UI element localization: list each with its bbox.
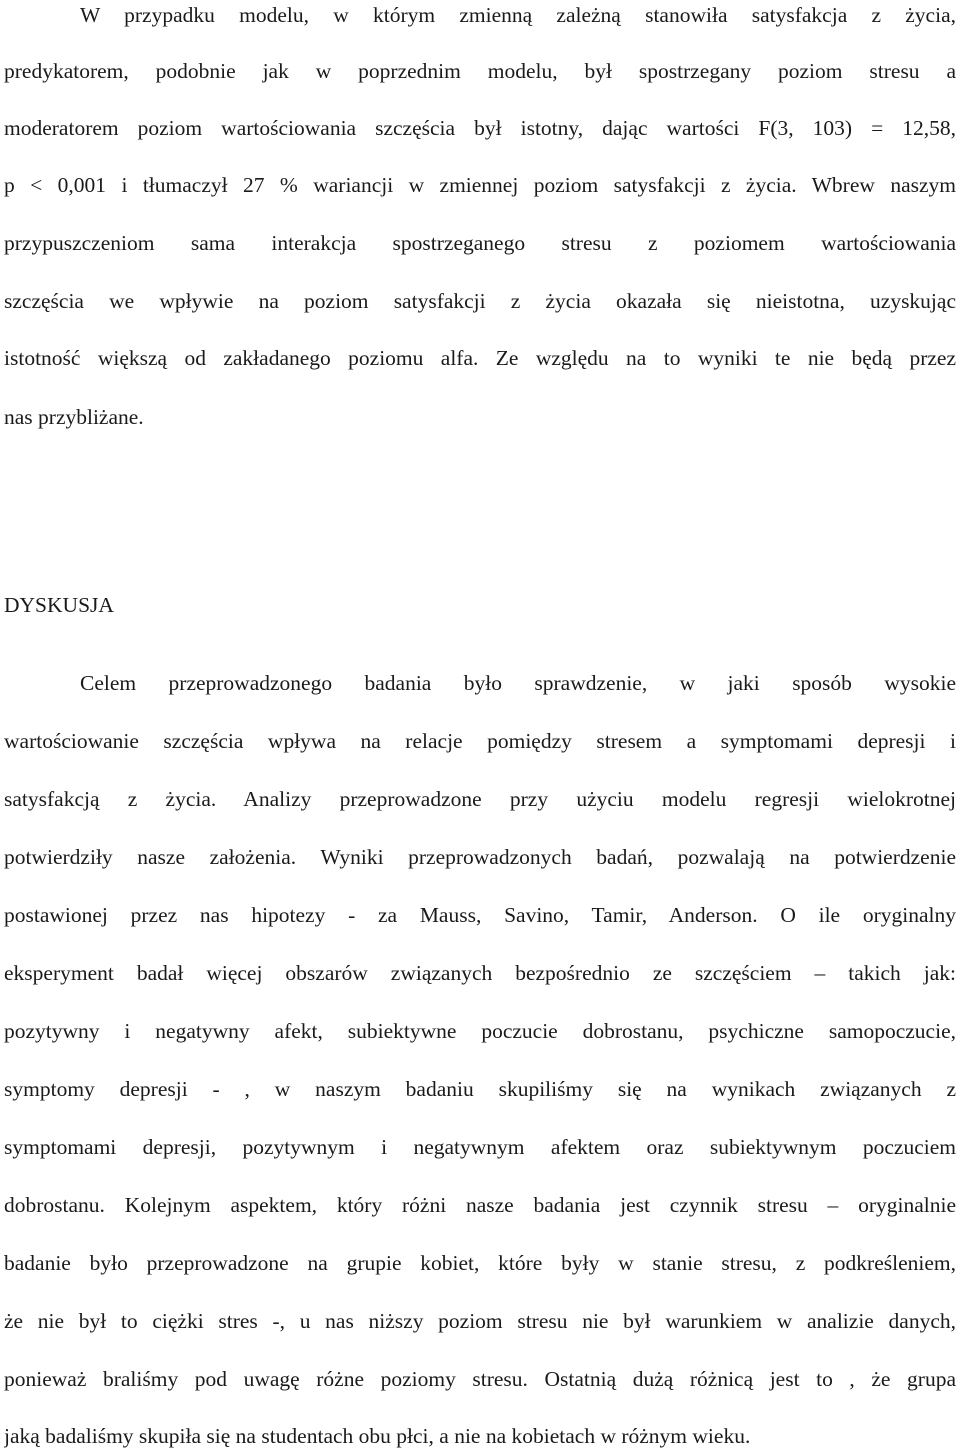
paragraph-1-line-6: szczęścia we wpływie na poziom satysfakcji z życia okazała się nieistotna, uzyskując [4, 289, 956, 313]
paragraph-2-line-11: badanie było przeprowadzone na grupie kobiet, które były w stanie stresu, z podkreśleniem, [4, 1251, 956, 1275]
paragraph-2-line-4: potwierdziły nasze założenia. Wyniki przeprowadzonych badań, pozwalają na potwierdzenie [4, 845, 956, 869]
paragraph-2-line-14: jaką badaliśmy skupiła się na studentach obu płci, a nie na kobietach w różnym wieku. [4, 1424, 751, 1448]
paragraph-1-line-2: predykatorem, podobnie jak w poprzednim modelu, był spostrzegany poziom stresu a [4, 59, 956, 83]
paragraph-1-line-1: W przypadku modelu, w którym zmienną zależną stanowiła satysfakcja z życia, [80, 3, 956, 27]
paragraph-2-line-2: wartościowanie szczęścia wpływa na relacje pomiędzy stresem a symptomami depresji i [4, 729, 956, 753]
paragraph-1-line-8: nas przybliżane. [4, 405, 144, 429]
section-heading: DYSKUSJA [4, 593, 114, 617]
paragraph-2-line-9: symptomami depresji, pozytywnym i negatywnym afektem oraz subiektywnym poczuciem [4, 1135, 956, 1159]
paragraph-2-line-13: ponieważ braliśmy pod uwagę różne poziomy stresu. Ostatnią dużą różnicą jest to , że grupa [4, 1367, 956, 1391]
paragraph-2-line-6: eksperyment badał więcej obszarów związanych bezpośrednio ze szczęściem – takich jak: [4, 961, 956, 985]
paragraph-2-line-3: satysfakcją z życia. Analizy przeprowadzone przy użyciu modelu regresji wielokrotnej [4, 787, 956, 811]
paragraph-2-line-7: pozytywny i negatywny afekt, subiektywne poczucie dobrostanu, psychiczne samopoczucie, [4, 1019, 956, 1043]
paragraph-1-line-5: przypuszczeniom sama interakcja spostrzeganego stresu z poziomem wartościowania [4, 231, 956, 255]
paragraph-1-line-4: p < 0,001 i tłumaczył 27 % wariancji w zmiennej poziom satysfakcji z życia. Wbrew naszym [4, 173, 956, 197]
paragraph-2-line-8: symptomy depresji - , w naszym badaniu skupiliśmy się na wynikach związanych z [4, 1077, 956, 1101]
paragraph-1-line-3: moderatorem poziom wartościowania szczęścia był istotny, dając wartości F(3, 103) = 12,58, [4, 116, 956, 140]
paragraph-2-line-10: dobrostanu. Kolejnym aspektem, który różni nasze badania jest czynnik stresu – oryginalnie [4, 1193, 956, 1217]
paragraph-2-line-5: postawionej przez nas hipotezy - za Mauss, Savino, Tamir, Anderson. O ile oryginalny [4, 903, 956, 927]
paragraph-1-line-7: istotność większą od zakładanego poziomu alfa. Ze względu na to wyniki te nie będą przez [4, 346, 956, 370]
paragraph-2-line-12: że nie był to ciężki stres -, u nas niższy poziom stresu nie był warunkiem w analizie danych, [4, 1309, 956, 1333]
paragraph-2-line-1: Celem przeprowadzonego badania było sprawdzenie, w jaki sposób wysokie [80, 671, 956, 695]
